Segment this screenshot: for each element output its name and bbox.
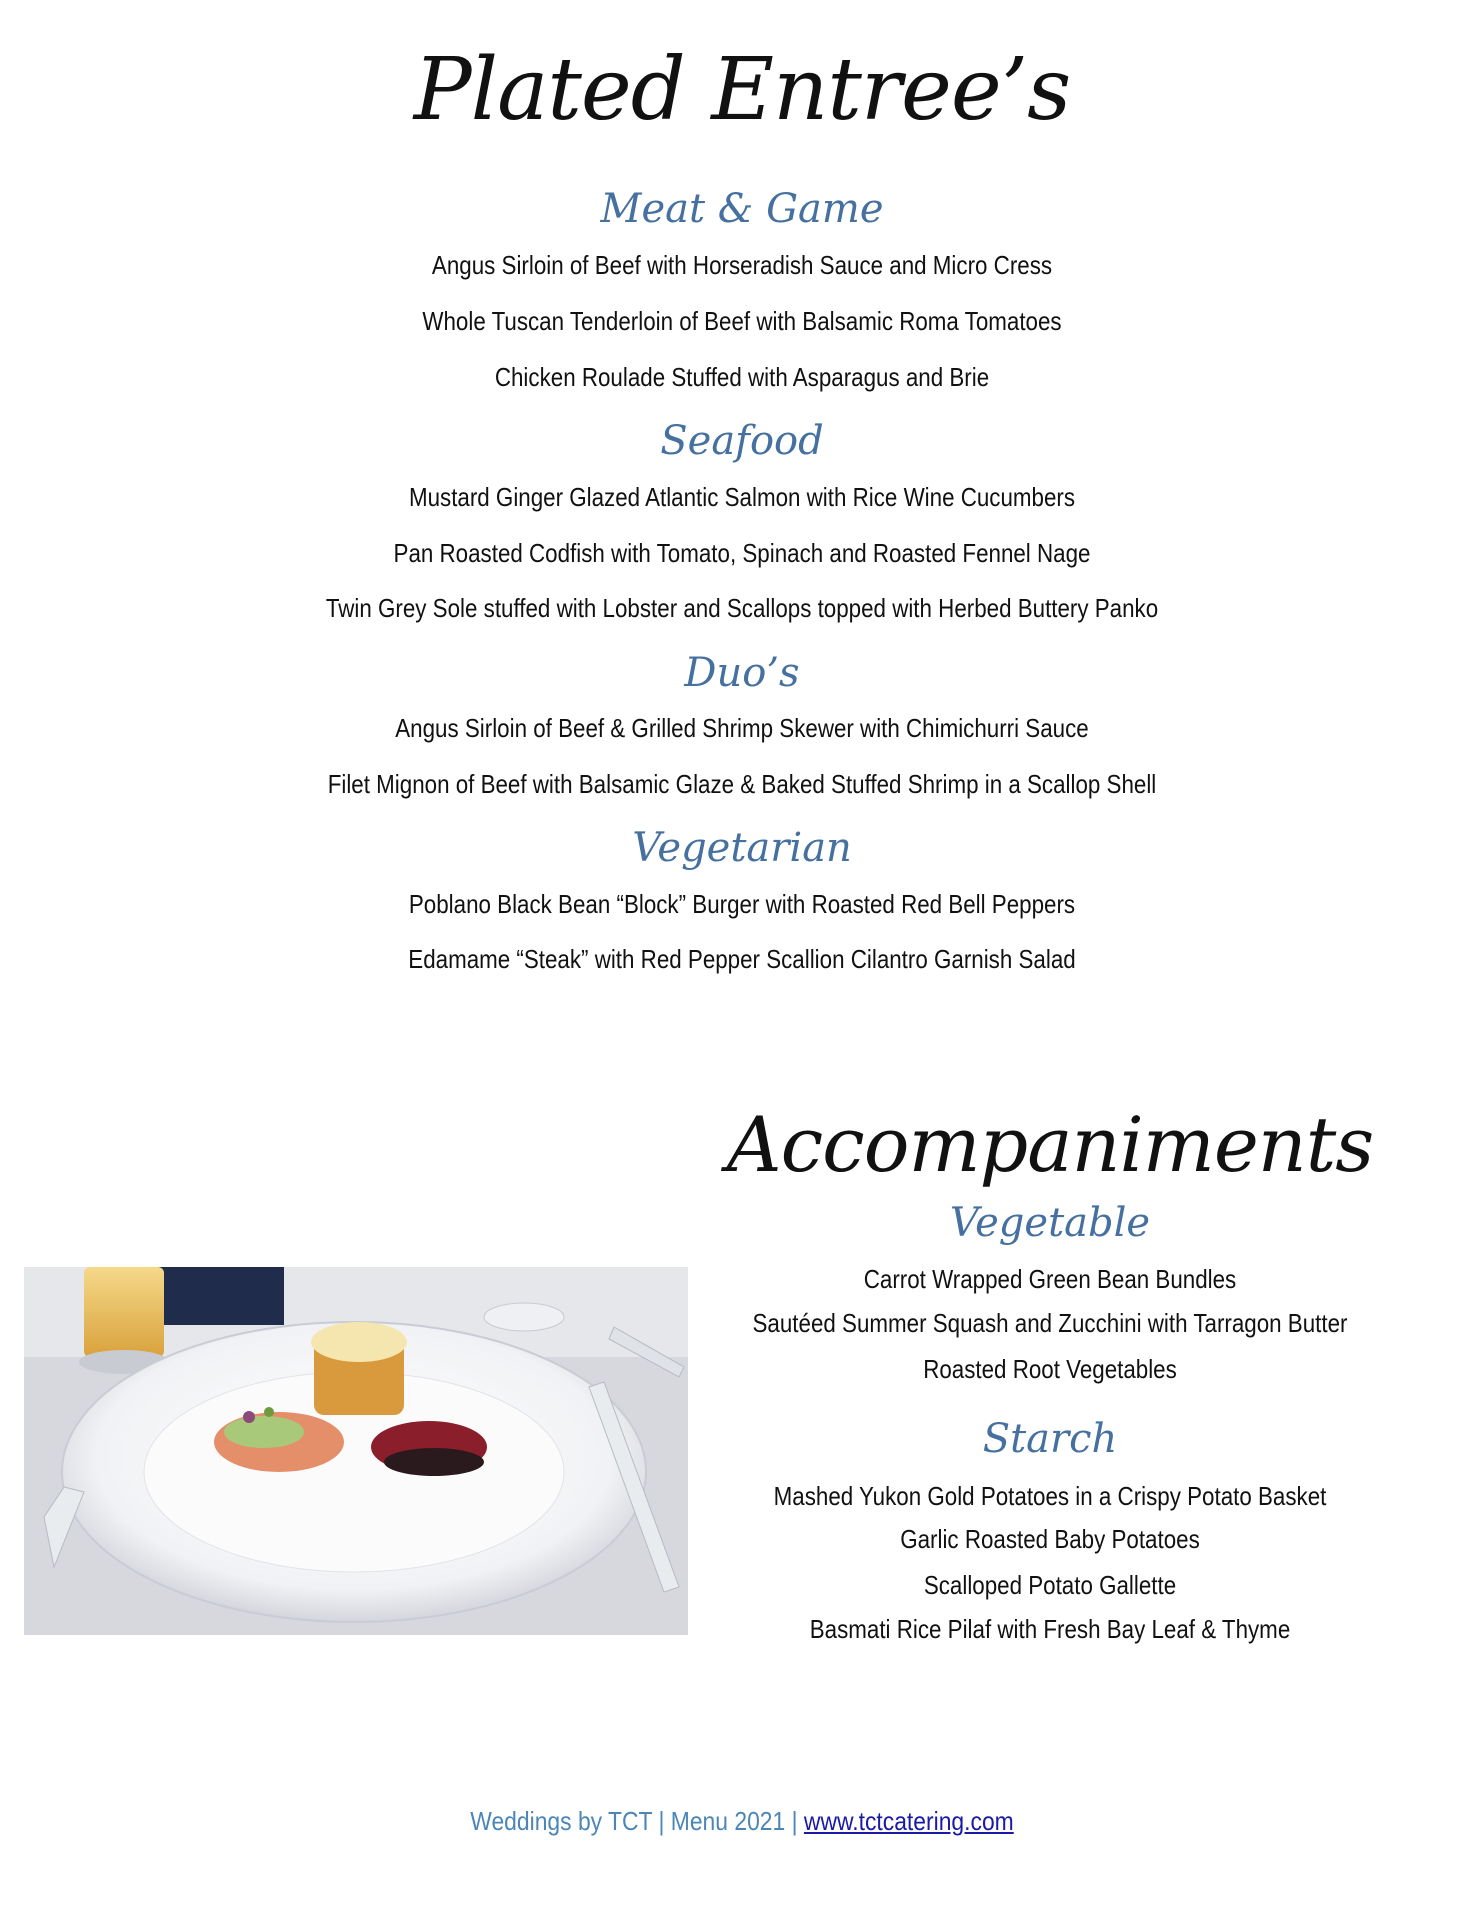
menu-item: Mashed Yukon Gold Potatoes in a Crispy Potato Basket [773, 1481, 1327, 1511]
accompaniments-title: Accompaniments [726, 1100, 1374, 1189]
menu-item: Twin Grey Sole stuffed with Lobster and Scallops topped with Herbed Buttery Panko [325, 593, 1159, 623]
page-title: Plated Entree’s [413, 40, 1071, 140]
footer-text: Weddings by TCT | Menu 2021 | [470, 1806, 804, 1836]
menu-item: Sautéed Summer Squash and Zucchini with Tarragon Butter [752, 1308, 1348, 1338]
section-heading-vegetarian: Vegetarian [632, 825, 852, 871]
accompaniments-column [690, 0, 1410, 1700]
section-heading-meat-game: Meat & Game [600, 186, 884, 232]
menu-item: Edamame “Steak” with Red Pepper Scallion Cilantro Garnish Salad [408, 944, 1076, 974]
menu-item: Chicken Roulade Stuffed with Asparagus and Brie [494, 362, 990, 392]
menu-item: Angus Sirloin of Beef & Grilled Shrimp Skewer with Chimichurri Sauce [395, 713, 1089, 743]
menu-item: Mustard Ginger Glazed Atlantic Salmon with Rice Wine Cucumbers [408, 482, 1076, 512]
menu-item: Angus Sirloin of Beef with Horseradish Sauce and Micro Cress [431, 250, 1053, 280]
footer [89, 1806, 1395, 1837]
section-heading-starch: Starch [982, 1416, 1118, 1462]
menu-item: Whole Tuscan Tenderloin of Beef with Balsamic Roma Tomatoes [422, 306, 1062, 336]
menu-item: Poblano Black Bean “Block” Burger with Roasted Red Bell Peppers [408, 889, 1076, 919]
menu-item: Garlic Roasted Baby Potatoes [900, 1524, 1200, 1554]
entree-photo [24, 1267, 688, 1635]
section-heading-duos: Duo’s [684, 650, 800, 696]
plated-salmon-image [24, 1267, 688, 1635]
menu-item: Scalloped Potato Gallette [923, 1570, 1177, 1600]
section-heading-vegetable: Vegetable [949, 1200, 1151, 1246]
section-heading-seafood: Seafood [660, 418, 824, 464]
menu-item: Carrot Wrapped Green Bean Bundles [863, 1264, 1237, 1294]
menu-item: Basmati Rice Pilaf with Fresh Bay Leaf & Thyme [809, 1614, 1291, 1644]
menu-item: Roasted Root Vegetables [923, 1354, 1177, 1384]
website-link[interactable]: www.tctcatering.com [803, 1806, 1014, 1836]
menu-item: Pan Roasted Codfish with Tomato, Spinach and Roasted Fennel Nage [393, 538, 1091, 568]
menu-item: Filet Mignon of Beef with Balsamic Glaze & Baked Stuffed Shrimp in a Scallop Shell [327, 769, 1157, 799]
